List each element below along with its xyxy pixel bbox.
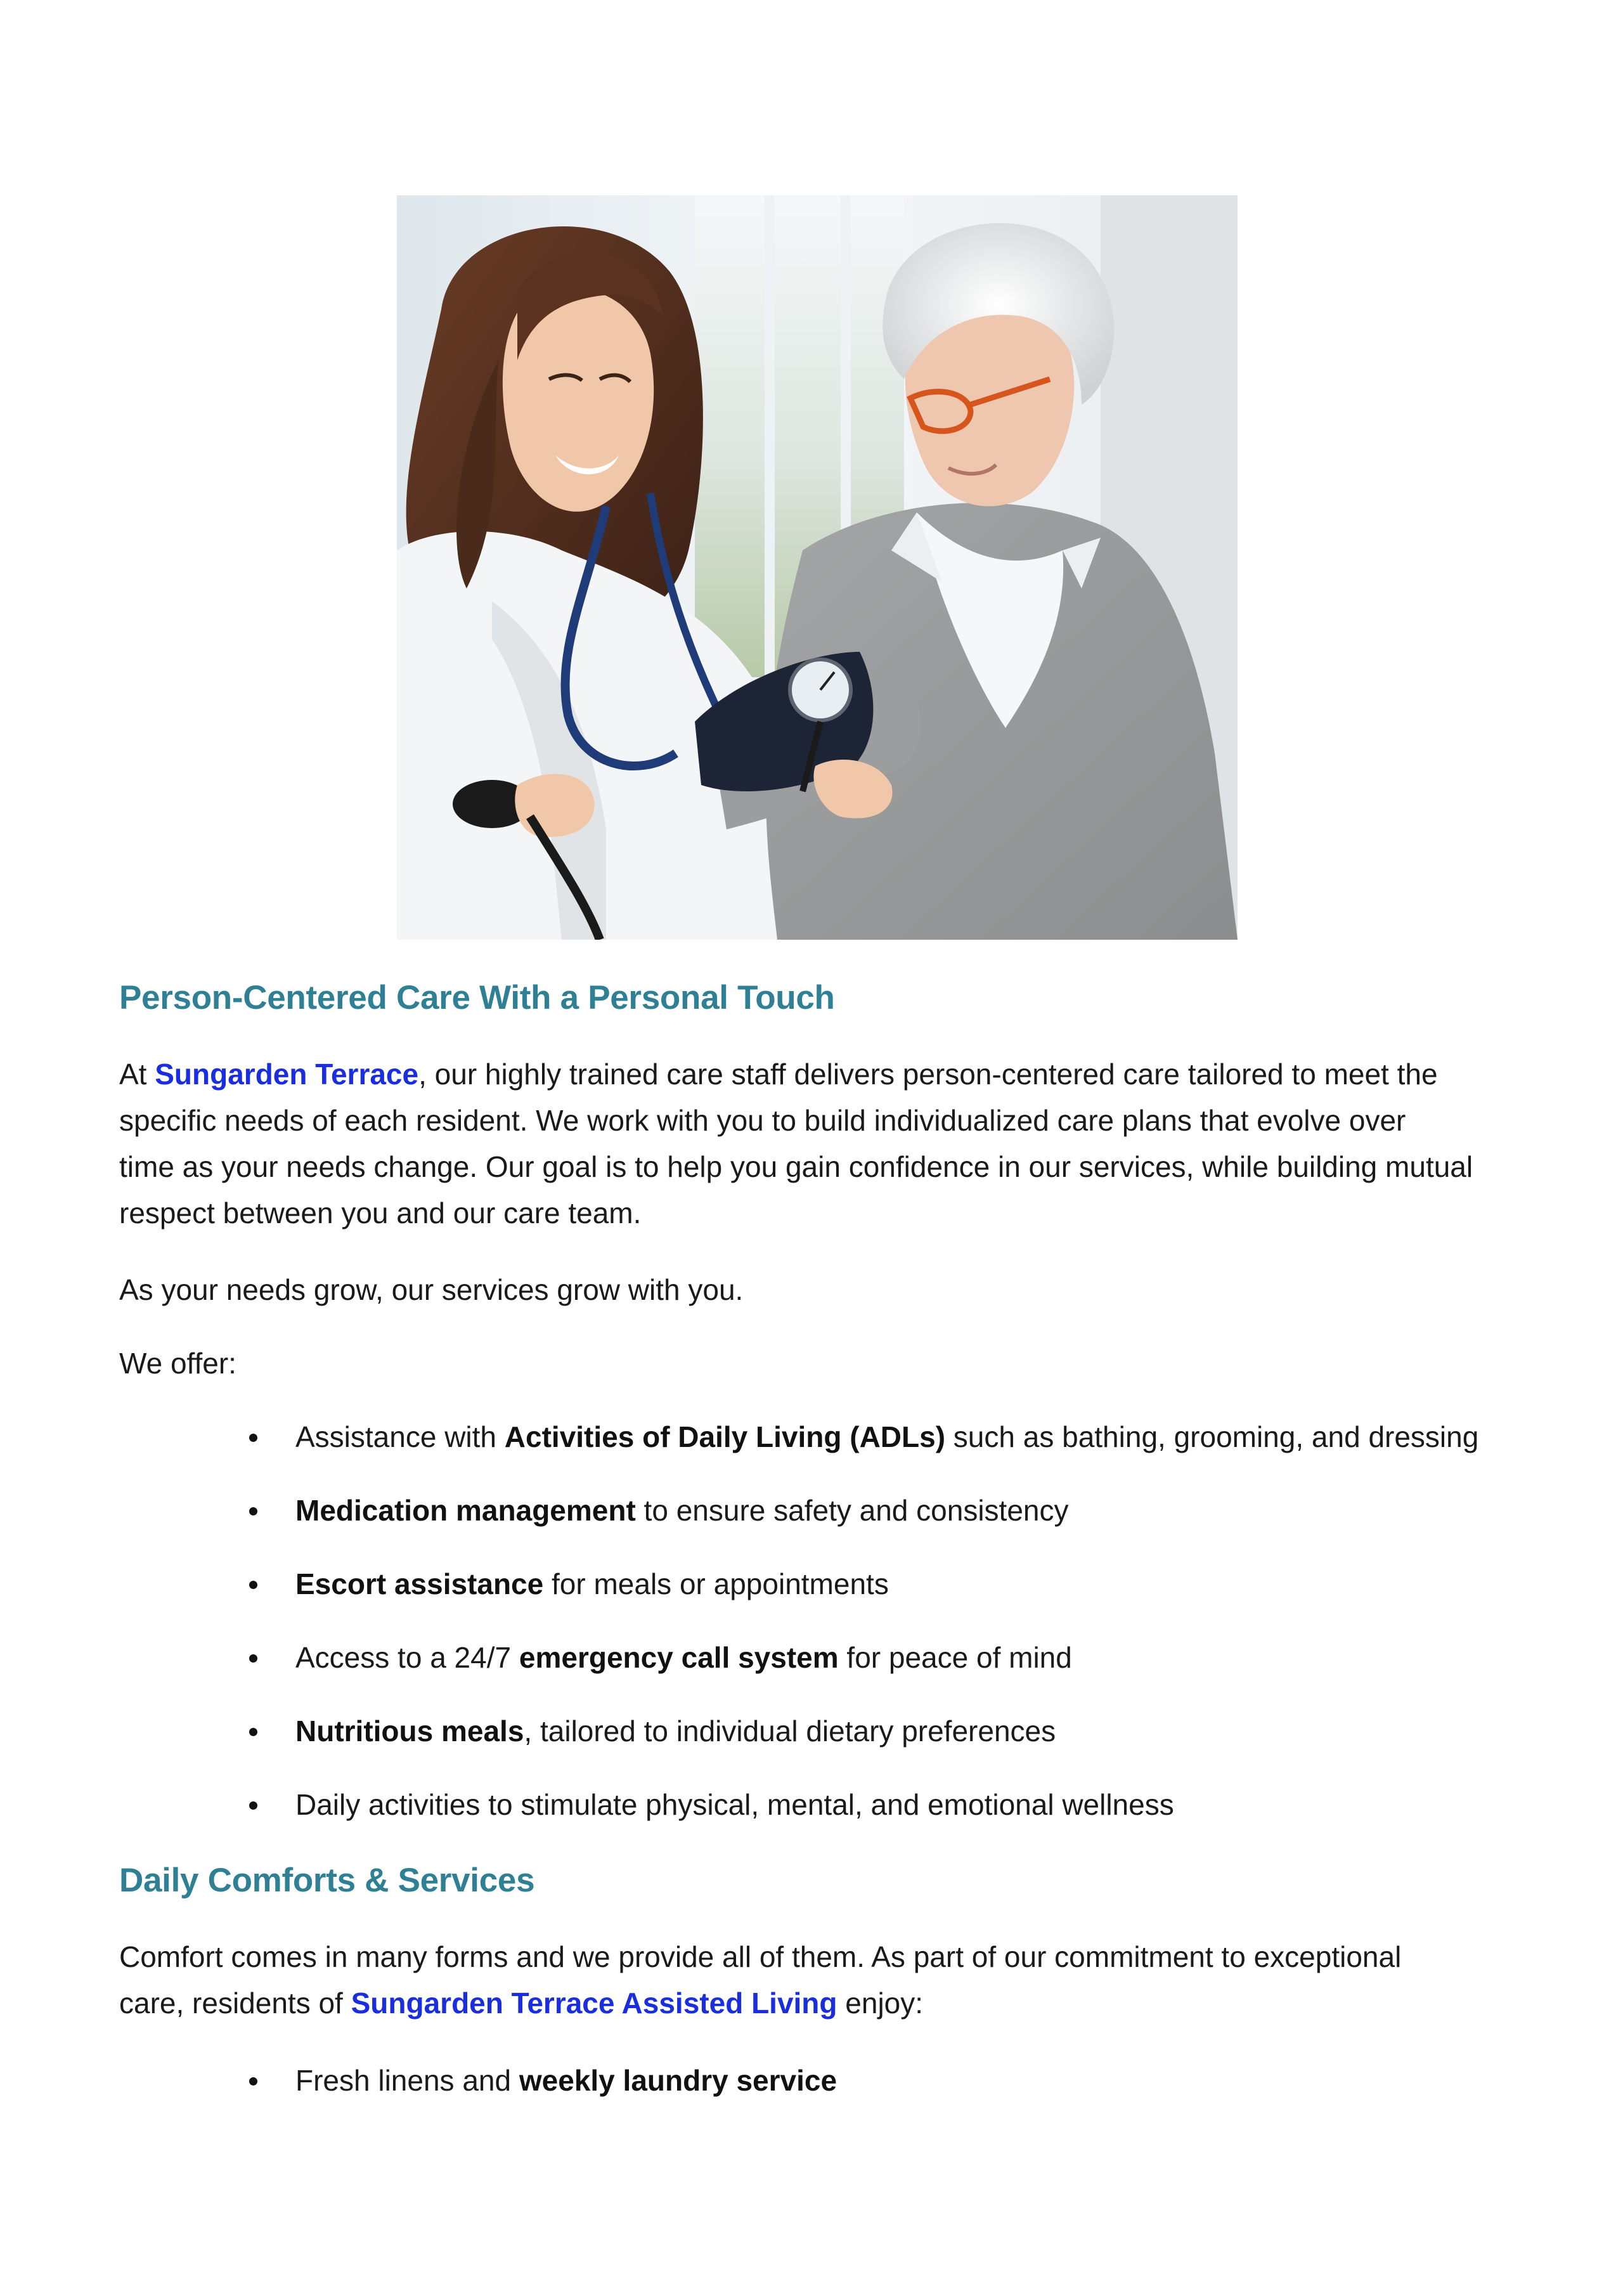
bullet-dot: [249, 1654, 257, 1663]
bullet-dot: [249, 2077, 257, 2085]
care-photo: [397, 195, 1238, 940]
section-heading-daily-comforts: Daily Comforts & Services: [119, 1862, 535, 1899]
bullet-dot: [249, 1801, 257, 1810]
comfort-line-2: care, residents of Sungarden Terrace Assisted Living enjoy:: [119, 1987, 924, 2020]
intro-line-3: time as your needs change. Our goal is to help you gain confidence in our services, while building mutual: [119, 1150, 1473, 1183]
care-photo-illustration: [397, 195, 1238, 940]
brand-link-sungarden-terrace-assisted-living[interactable]: Sungarden Terrace Assisted Living: [351, 1987, 837, 2020]
section-heading-person-centered-care: Person-Centered Care With a Personal Touch: [119, 979, 835, 1016]
comfort-line-1: Comfort comes in many forms and we provide all of them. As part of our commitment to exceptional: [119, 1940, 1402, 1973]
bullet-dot: [249, 1581, 257, 1589]
bullet-dot: [249, 1728, 257, 1736]
services-grow-paragraph: As your needs grow, our services grow with you.: [119, 1273, 744, 1306]
intro-paragraph: [119, 1051, 1514, 1236]
document-page: Person-Centered Care With a Personal Touch At Sungarden Terrace, our highly trained care staff delivers person-centered care tailored to meet the specific needs of each resident. We work with you to build individualized care plans that evolve over time as your needs change. Our goal is to help you gain confidence in our services, while building mutual respect between you and our care team. As your needs grow, our services grow with you. We offer: Assistance with Activities of Daily Living (ADLs) such as bathing, grooming, and dressing Medication management to ensure safety and consistency Escort assistance for meals or appointments Access to a 24/7 emergency call system for peace of mind Nutritious meals, tailored to individual dietary preferences Daily activities to stimulate physical, mental, and emotional wellness Daily Comforts & Services Comfort comes in many forms and we provide all of them. As part of our commitment to exceptional care, residents of Sungarden Terrace Assisted Living enjoy: Fresh linens and weekly laundry service: [0, 0, 1623, 2296]
bullet-dot: [249, 1434, 257, 1442]
intro-line-1: At Sungarden Terrace, our highly trained care staff delivers person-centered care tailored to meet the: [119, 1058, 1438, 1091]
intro-line-4: respect between you and our care team.: [119, 1197, 642, 1229]
brand-link-sungarden-terrace[interactable]: Sungarden Terrace: [155, 1058, 419, 1091]
intro-line-2: specific needs of each resident. We work with you to build individualized care plans that evolve over: [119, 1104, 1406, 1137]
we-offer-label: We offer:: [119, 1347, 236, 1380]
comfort-paragraph: [119, 1934, 1514, 2027]
bullet-dot: [249, 1507, 257, 1515]
